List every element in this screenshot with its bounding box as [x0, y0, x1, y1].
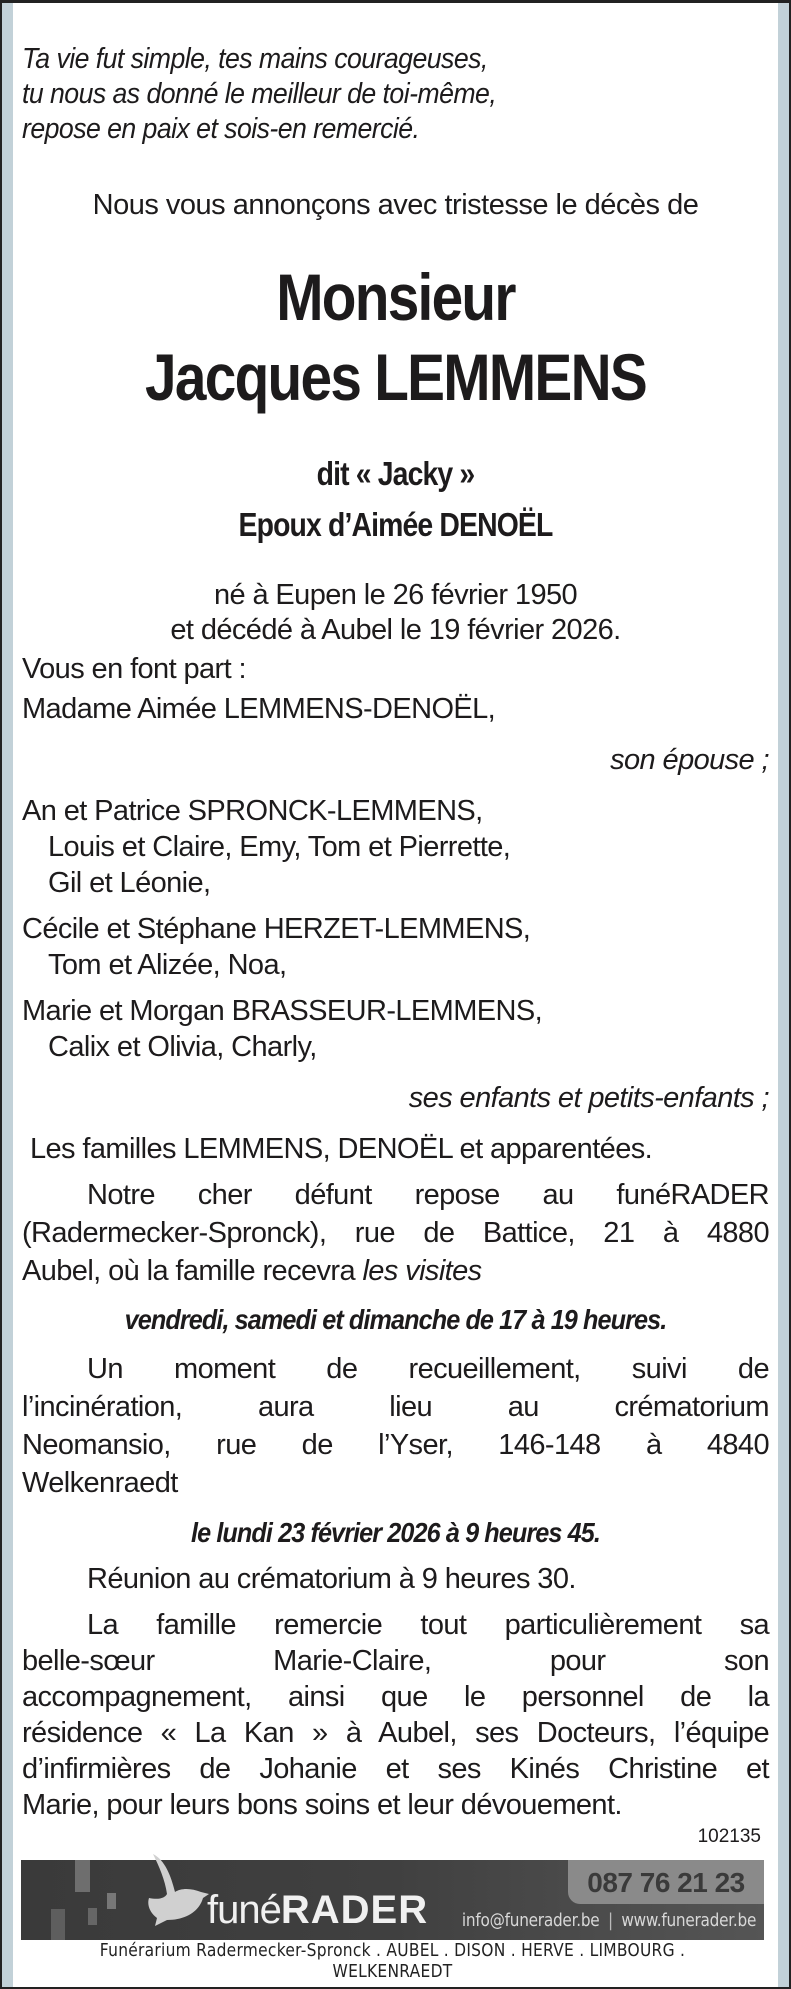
child-couple: Cécile et Stéphane HERZET-LEMMENS, [22, 913, 531, 945]
child-couple: An et Patrice SPRONCK-LEMMENS, [22, 795, 483, 827]
deceased-name: Jacques LEMMENS [145, 340, 646, 414]
brand-bold: RADER [280, 1888, 429, 1932]
visitation-line: Notre cher défunt repose au funéRADER [87, 1179, 769, 1211]
spouse-role: son épouse ; [610, 744, 769, 776]
decor-square [88, 1908, 97, 1925]
phone-number[interactable]: 087 76 21 23 [568, 1860, 764, 1904]
honorific: Monsieur [276, 260, 515, 334]
visitation-schedule: vendredi, samedi et dimanche de 17 à 19 heures. [124, 1304, 667, 1335]
right-border-strip [778, 3, 789, 1987]
grandchildren: Tom et Alizée, Noa, [48, 949, 287, 981]
children-role: ses enfants et petits-enfants ; [408, 1082, 769, 1114]
ceremony-line: Un moment de recueillement, suivi de [87, 1353, 769, 1385]
ceremony-line: l’incinération, aura lieu au crématorium [22, 1391, 769, 1423]
child-couple: Marie et Morgan BRASSEUR-LEMMENS, [22, 995, 543, 1027]
decor-square [75, 1860, 90, 1892]
contact-line [462, 1910, 756, 1931]
left-border-strip [2, 3, 13, 1987]
thanks-line: La famille remercie tout particulièrement sa [87, 1609, 769, 1641]
thanks-line: d’infirmières de Johanie et ses Kinés Christine et [22, 1753, 769, 1785]
funeral-home-banner [21, 1860, 764, 1940]
visitation-text: Aubel, où la famille recevra [22, 1255, 363, 1287]
locations-line: Funérarium Radermecker-Spronck . AUBEL . DISON . HERVE . LIMBOURG . WELKENRAEDT [99, 1940, 686, 1982]
decor-square [51, 1909, 65, 1940]
ceremony-date: le lundi 23 février 2026 à 9 heures 45. [191, 1517, 600, 1548]
brand-logo [207, 1888, 428, 1933]
grandchildren: Louis et Claire, Emy, Tom et Pierrette, [48, 831, 511, 863]
visitation-line: (Radermecker-Spronck), rue de Battice, 21 à 4880 [22, 1217, 769, 1249]
website-link[interactable]: www.funerader.be [621, 1910, 756, 1931]
family-intro: Vous en font part : [22, 653, 246, 685]
ceremony-last-line: Welkenraedt [22, 1467, 178, 1499]
contact-separator: | [607, 1910, 613, 1931]
announcement: Nous vous annonçons avec tristesse le décès de [92, 189, 699, 221]
spouse-line: Epoux d’Aimée DENOËL [238, 506, 553, 543]
families-line: Les familles LEMMENS, DENOËL et apparentées. [30, 1133, 653, 1165]
decor-square [107, 1893, 116, 1909]
death-line: et décédé à Aubel le 19 février 2026. [170, 614, 621, 646]
poem-line: repose en paix et sois-en remercié. [22, 113, 420, 145]
grandchildren: Gil et Léonie, [48, 867, 211, 899]
thanks-line: belle-sœur Marie-Claire, pour son [22, 1645, 769, 1677]
dove-icon [145, 1854, 215, 1926]
spouse-name: Madame Aimée LEMMENS-DENOËL, [22, 693, 496, 725]
poem-line: tu nous as donné le meilleur de toi-même, [22, 78, 497, 110]
brand-light: funé [207, 1888, 281, 1932]
reference-number: 102135 [697, 1826, 761, 1847]
visitation-italic: les visites [362, 1255, 482, 1287]
thanks-line: résidence « La Kan » à Aubel, ses Docteurs, l’équipe [22, 1717, 769, 1749]
nickname: dit « Jacky » [316, 455, 475, 492]
ceremony-line: Neomansio, rue de l’Yser, 146-148 à 4840 [22, 1429, 769, 1461]
grandchildren: Calix et Olivia, Charly, [48, 1031, 317, 1063]
meeting-line: Réunion au crématorium à 9 heures 30. [87, 1563, 576, 1595]
email-link[interactable]: info@funerader.be [461, 1910, 600, 1931]
poem-line: Ta vie fut simple, tes mains courageuses, [22, 43, 488, 75]
thanks-line: accompagnement, ainsi que le personnel de la [22, 1681, 769, 1713]
visitation-last-line [22, 1255, 769, 1288]
birth-line: né à Eupen le 26 février 1950 [213, 579, 578, 611]
thanks-last-line: Marie, pour leurs bons soins et leur dévouement. [22, 1789, 622, 1821]
